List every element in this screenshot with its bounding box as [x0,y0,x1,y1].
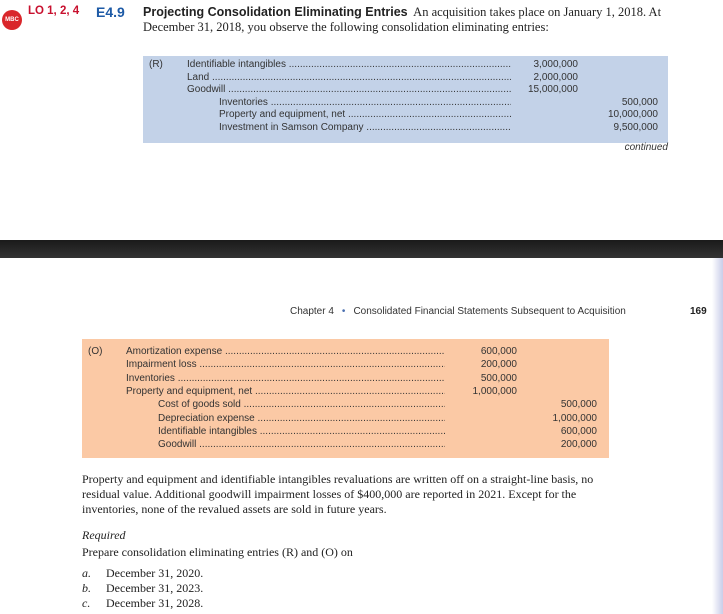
account-name: Goodwill ..... [158,439,445,450]
entry-o-box [82,339,609,458]
debit-amount: 500,000 [480,372,517,384]
page-separator [0,240,723,258]
entry-row [82,426,609,437]
list-item: c. December 31, 2028. [82,596,204,610]
account-name: Land ..... [187,72,511,83]
account-name: Impairment loss ..... [126,359,445,370]
entry-row [82,413,609,424]
running-header: Chapter 4 • Consolidated Financial Statements Subsequent to Acquisition [290,306,626,317]
exercise-title: Projecting Consolidation Eliminating Entries [143,5,408,19]
account-name: Inventories ..... [219,97,511,108]
entry-row [82,359,609,370]
entry-row [143,97,668,108]
mbc-logo: MBC [2,10,22,30]
entry-row [143,72,668,83]
entry-r-box [143,56,668,143]
exercise-intro [143,5,673,35]
debit-amount: 3,000,000 [533,59,578,70]
debit-amount: 2,000,000 [533,71,578,83]
credit-amount: 500,000 [621,96,658,108]
chapter-label: Chapter 4 [290,306,334,317]
debit-amount: 600,000 [480,346,517,357]
exercise-number: E4.9 [96,4,125,20]
account-name: Identifiable intangibles ..... [158,426,445,437]
entry-row [82,346,609,357]
credit-amount: 200,000 [560,439,597,451]
account-name: Property and equipment, net ..... [219,109,511,120]
list-item: a. December 31, 2020. [82,566,204,580]
intro-text: An acquisition takes place on January 1, 2018. At December 31, 2018, you observe the following consolidation eliminating entries: [143,5,662,34]
entry-row [82,386,609,397]
account-name: Cost of goods sold ..... [158,399,445,410]
account-name: Inventories ..... [126,373,445,384]
list-item: b. December 31, 2023. [82,581,204,595]
account-name: Identifiable intangibles ..... [187,59,511,70]
credit-amount: 500,000 [560,399,597,411]
credit-amount: 10,000,000 [607,109,658,120]
entry-row [82,399,609,410]
entry-row [82,439,609,450]
debit-amount: 200,000 [480,359,517,371]
entry-row [143,84,668,95]
continued-label: continued [624,142,668,153]
account-name: Property and equipment, net ..... [126,386,445,397]
debit-amount: 15,000,000 [527,84,578,95]
account-name: Goodwill ..... [187,84,511,95]
account-name: Amortization expense ..... [126,346,445,357]
entry-row [143,122,668,133]
entry-row [82,373,609,384]
chapter-title: Consolidated Financial Statements Subsequent to Acquisition [353,306,626,317]
required-heading: Required [82,528,126,542]
account-name: Investment in Samson Company ..... [219,122,511,133]
learning-objectives: LO 1, 2, 4 [28,5,80,17]
entry-row [143,109,668,120]
entry-row [143,59,668,70]
credit-amount: 9,500,000 [613,121,658,133]
scroll-edge [712,258,723,614]
credit-amount: 600,000 [560,425,597,437]
debit-amount: 1,000,000 [472,385,517,397]
credit-amount: 1,000,000 [552,412,597,424]
page-number: 169 [690,306,707,317]
prepare-text: Prepare consolidation eliminating entries (R) and (O) on [82,545,353,559]
account-name: Depreciation expense ..... [158,413,445,424]
body-paragraph: Property and equipment and identifiable intangibles revaluations are written off on a straight-line basis, no residual value. Additional goodwill impairment losses of $400,000 are reported in 2021. Except for the inventories, none of the revalued assets are sold in future years. [82,472,594,516]
entry-tag: (O) [88,346,103,357]
entry-tag: (R) [149,59,163,70]
